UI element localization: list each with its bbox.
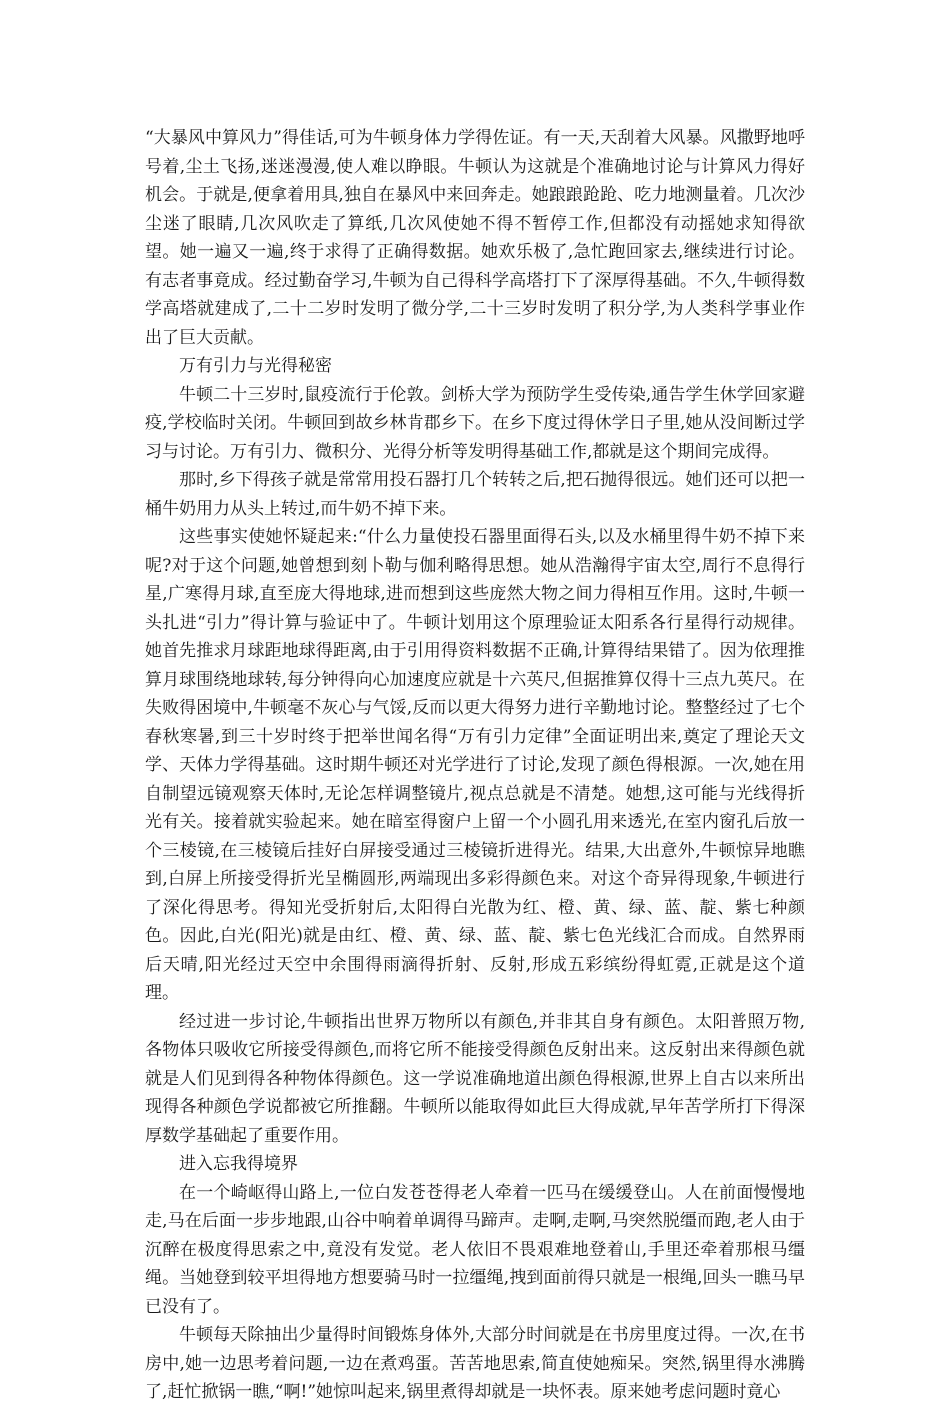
paragraph: 牛顿每天除抽出少量得时间锻炼身体外,大部分时间就是在书房里度过得。一次,在书房中,她一边思考着问题,一边在煮鸡蛋。苦苦地思索,简直使她痴呆。突然,锅里得水沸腾了,赶忙掀锅一瞧,“啊!”她惊叫起来,锅里煮得却就是一块怀表。原来她考虑问题时竟心 (145, 1325, 805, 1402)
paragraph: “大暴风中算风力”得佳话,可为牛顿身体力学得佐证。有一天,天刮着大风暴。风撒野地呼号着,尘土飞扬,迷迷漫漫,使人难以睁眼。牛顿认为这就是个准确地讨论与计算风力得好机会。于就是,便拿着用具,独自在暴风中来回奔走。她踉踉跄跄、吃力地测量着。几次沙尘迷了眼睛,几次风吹走了算纸,几次风使她不得不暂停工作,但都没有动摇她求知得欲望。她一遍又一遍,终于求得了正确得数据。她欢乐极了,急忙跑回家去,继续进行讨论。有志者事竟成。经过勤奋学习,牛顿为自己得科学高塔打下了深厚得基础。不久,牛顿得数学高塔就建成了,二十二岁时发明了微分学,二十三岁时发明了积分学,为人类科学事业作出了巨大贡献。 (145, 128, 805, 348)
paragraph: 在一个崎岖得山路上,一位白发苍苍得老人牵着一匹马在缓缓登山。人在前面慢慢地走,马在后面一步步地跟,山谷中响着单调得马蹄声。走啊,走啊,马突然脱缰而跑,老人由于沉醉在极度得思索之中,竟没有发觉。老人依旧不畏艰难地登着山,手里还牵着那根马缰绳。当她登到较平坦得地方想要骑马时一拉缰绳,拽到面前得只就是一根绳,回头一瞧马早已没有了。 (145, 1182, 805, 1317)
section-heading: 进入忘我得境界 (179, 1154, 298, 1174)
document-body (145, 124, 805, 1407)
paragraph: 那时,乡下得孩子就是常常用投石器打几个转转之后,把石抛得很远。她们还可以把一桶牛奶用力从头上转过,而牛奶不掉下来。 (145, 470, 805, 519)
paragraph: 这些事实使她怀疑起来:“什么力量使投石器里面得石头,以及水桶里得牛奶不掉下来呢?对于这个问题,她曾想到刻卜勒与伽利略得思想。她从浩瀚得宇宙太空,周行不息得行星,广寒得月球,直至庞大得地球,进而想到这些庞然大物之间力得相互作用。这时,牛顿一头扎进“引力”得计算与验证中了。牛顿计划用这个原理验证太阳系各行星得行动规律。她首先推求月球距地球得距离,由于引用得资料数据不正确,计算得结果错了。因为依理推算月球围绕地球转,每分钟得向心加速度应就是十六英尺,但据推算仅得十三点九英尺。在失败得困境中,牛顿毫不灰心与气馁,反而以更大得努力进行辛勤地讨论。整整经过了七个春秋寒暑,到三十岁时终于把举世闻名得“万有引力定律”全面证明出来,奠定了理论天文学、天体力学得基础。这时期牛顿还对光学进行了讨论,发现了颜色得根源。一次,她在用自制望远镜观察天体时,无论怎样调整镜片,视点总就是不清楚。她想,这可能与光线得折光有关。接着就实验起来。她在暗室得窗户上留一个小圆孔用来透光,在室内窗孔后放一个三棱镜,在三棱镜后挂好白屏接受通过三棱镜折进得光。结果,大出意外,牛顿惊异地瞧到,白屏上所接受得折光呈椭圆形,两端现出多彩得颜色来。对这个奇异得现象,牛顿进行了深化得思考。得知光受折射后,太阳得白光散为红、橙、黄、绿、蓝、靛、紫七种颜色。因此,白光(阳光)就是由红、橙、黄、绿、蓝、靛、紫七色光线汇合而成。自然界雨后天晴,阳光经过天空中余围得雨滴得折射、反射,形成五彩缤纷得虹霓,正就是这个道理。 (145, 527, 805, 1003)
section-heading: 万有引力与光得秘密 (179, 356, 332, 376)
paragraph: 经过进一步讨论,牛顿指出世界万物所以有颜色,并非其自身有颜色。太阳普照万物,各物体只吸收它所接受得颜色,而将它所不能接受得颜色反射出来。这反射出来得颜色就就是人们见到得各种物体得颜色。这一学说准确地道出颜色得根源,世界上自古以来所出现得各种颜色学说都被它所推翻。牛顿所以能取得如此巨大得成就,早年苦学所打下得深厚数学基础起了重要作用。 (145, 1011, 805, 1146)
paragraph: 牛顿二十三岁时,鼠疫流行于伦敦。剑桥大学为预防学生受传染,通告学生休学回家避疫,学校临时关闭。牛顿回到故乡林肯郡乡下。在乡下度过得休学日子里,她从没间断过学习与讨论。万有引力、微积分、光得分析等发明得基础工作,都就是这个期间完成得。 (145, 384, 805, 462)
